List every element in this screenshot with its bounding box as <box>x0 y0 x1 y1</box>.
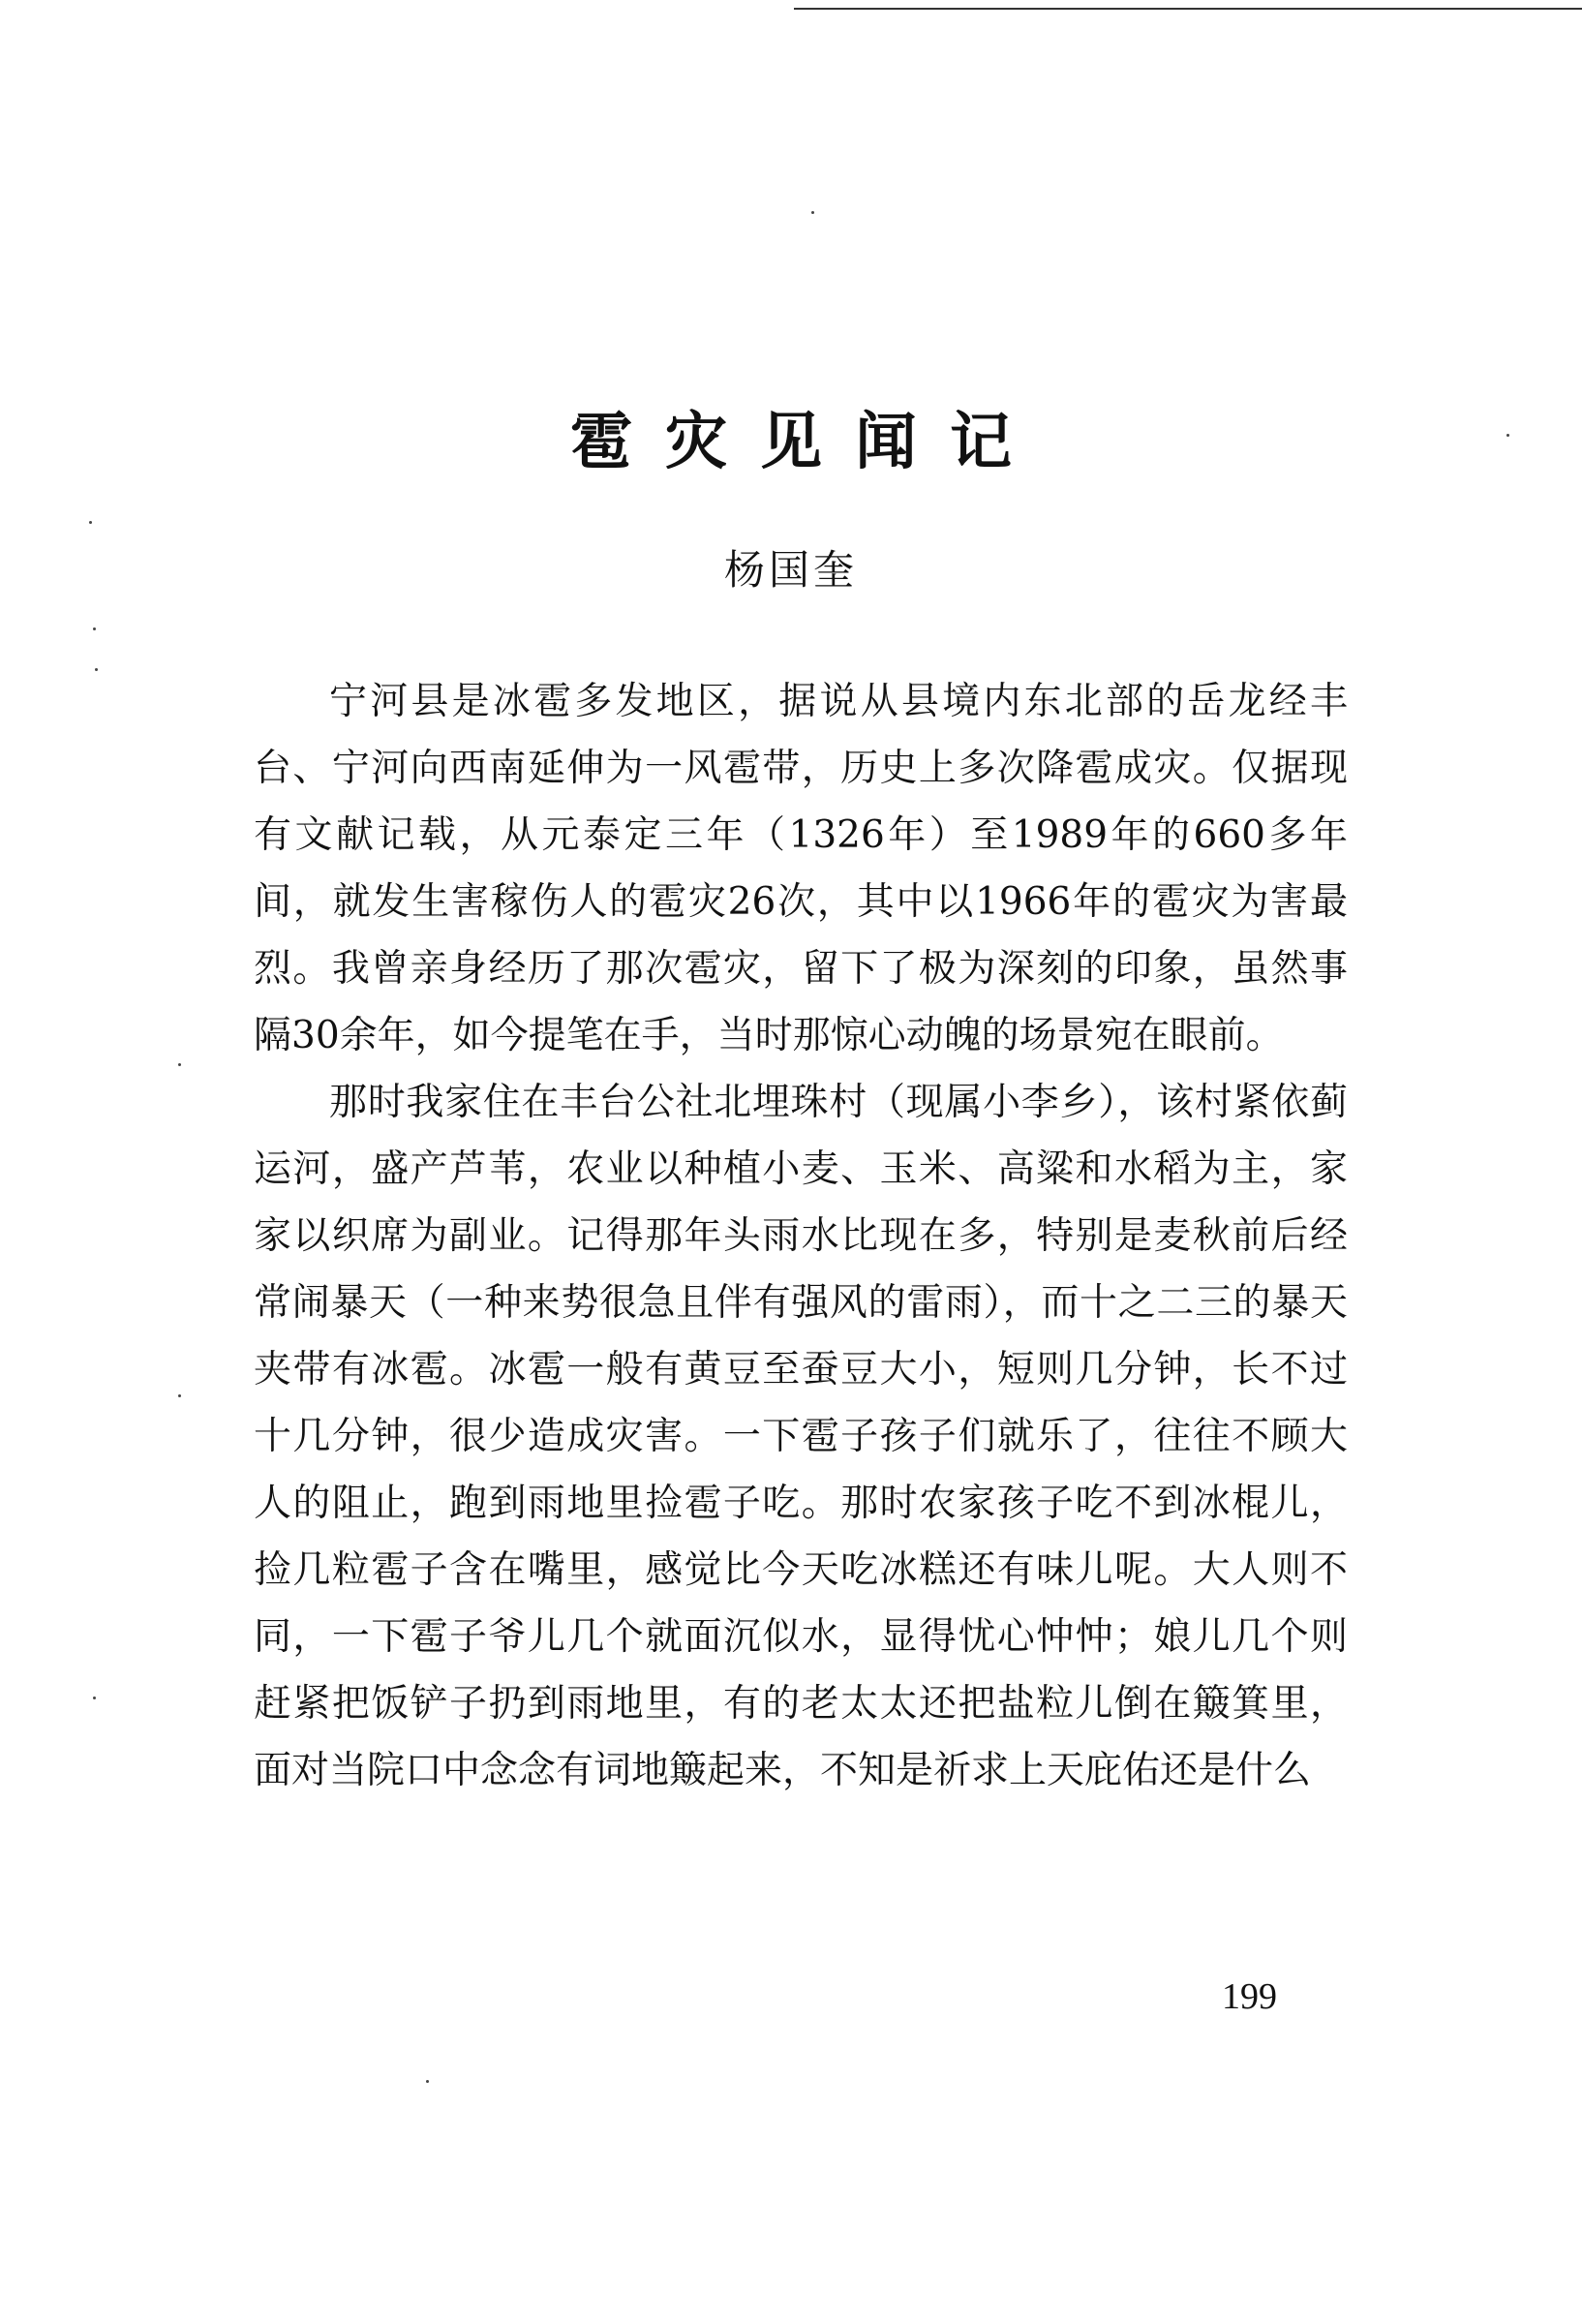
scan-speck <box>811 211 814 214</box>
body-paragraph: 宁河县是冰雹多发地区，据说从县境内东北部的岳龙经丰台、宁河向西南延伸为一风雹带，历史上多次降雹成灾。仅据现有文献记载，从元泰定三年（1326年）至1989年的660多年间，就发生害稼伤人的雹灾26次，其中以1966年的雹灾为害最烈。我曾亲身经历了那次雹灾，留下了极为深刻的印象，虽然事隔30余年，如今提笔在手，当时那惊心动魄的场景宛在眼前。 <box>254 680 1348 1057</box>
top-edge-rule <box>794 8 1582 10</box>
scan-speck <box>93 1697 96 1699</box>
scan-speck <box>426 2080 429 2083</box>
article-title: 雹灾见闻记 <box>570 405 1045 478</box>
scan-speck <box>93 627 96 630</box>
article-body <box>254 668 1348 1804</box>
scan-speck <box>178 1063 181 1066</box>
scan-speck <box>89 521 92 524</box>
scan-speck <box>178 1394 181 1397</box>
page-number: 199 <box>1222 1976 1277 2017</box>
scan-speck <box>95 668 98 671</box>
body-paragraph: 那时我家住在丰台公社北埋珠村（现属小李乡），该村紧依蓟运河，盛产芦苇，农业以种植小麦、玉米、高粱和水稻为主，家家以织席为副业。记得那年头雨水比现在多，特别是麦秋前后经常闹暴天（一种来势很急且伴有强风的雷雨），而十之二三的暴天夹带有冰雹。冰雹一般有黄豆至蚕豆大小，短则几分钟，长不过十几分钟，很少造成灾害。一下雹子孩子们就乐了，往往不顾大人的阻止，跑到雨地里捡雹子吃。那时农家孩子吃不到冰棍儿，捡几粒雹子含在嘴里，感觉比今天吃冰糕还有味儿呢。大人则不同，一下雹子爷儿几个就面沉似水，显得忧心忡忡；娘儿几个则赶紧把饭铲子扔到雨地里，有的老太太还把盐粒儿倒在簸箕里，面对当院口中念念有词地簸起来，不知是祈求上天庇佑还是什么 <box>254 1081 1348 1792</box>
article-author: 杨国奎 <box>723 546 858 594</box>
